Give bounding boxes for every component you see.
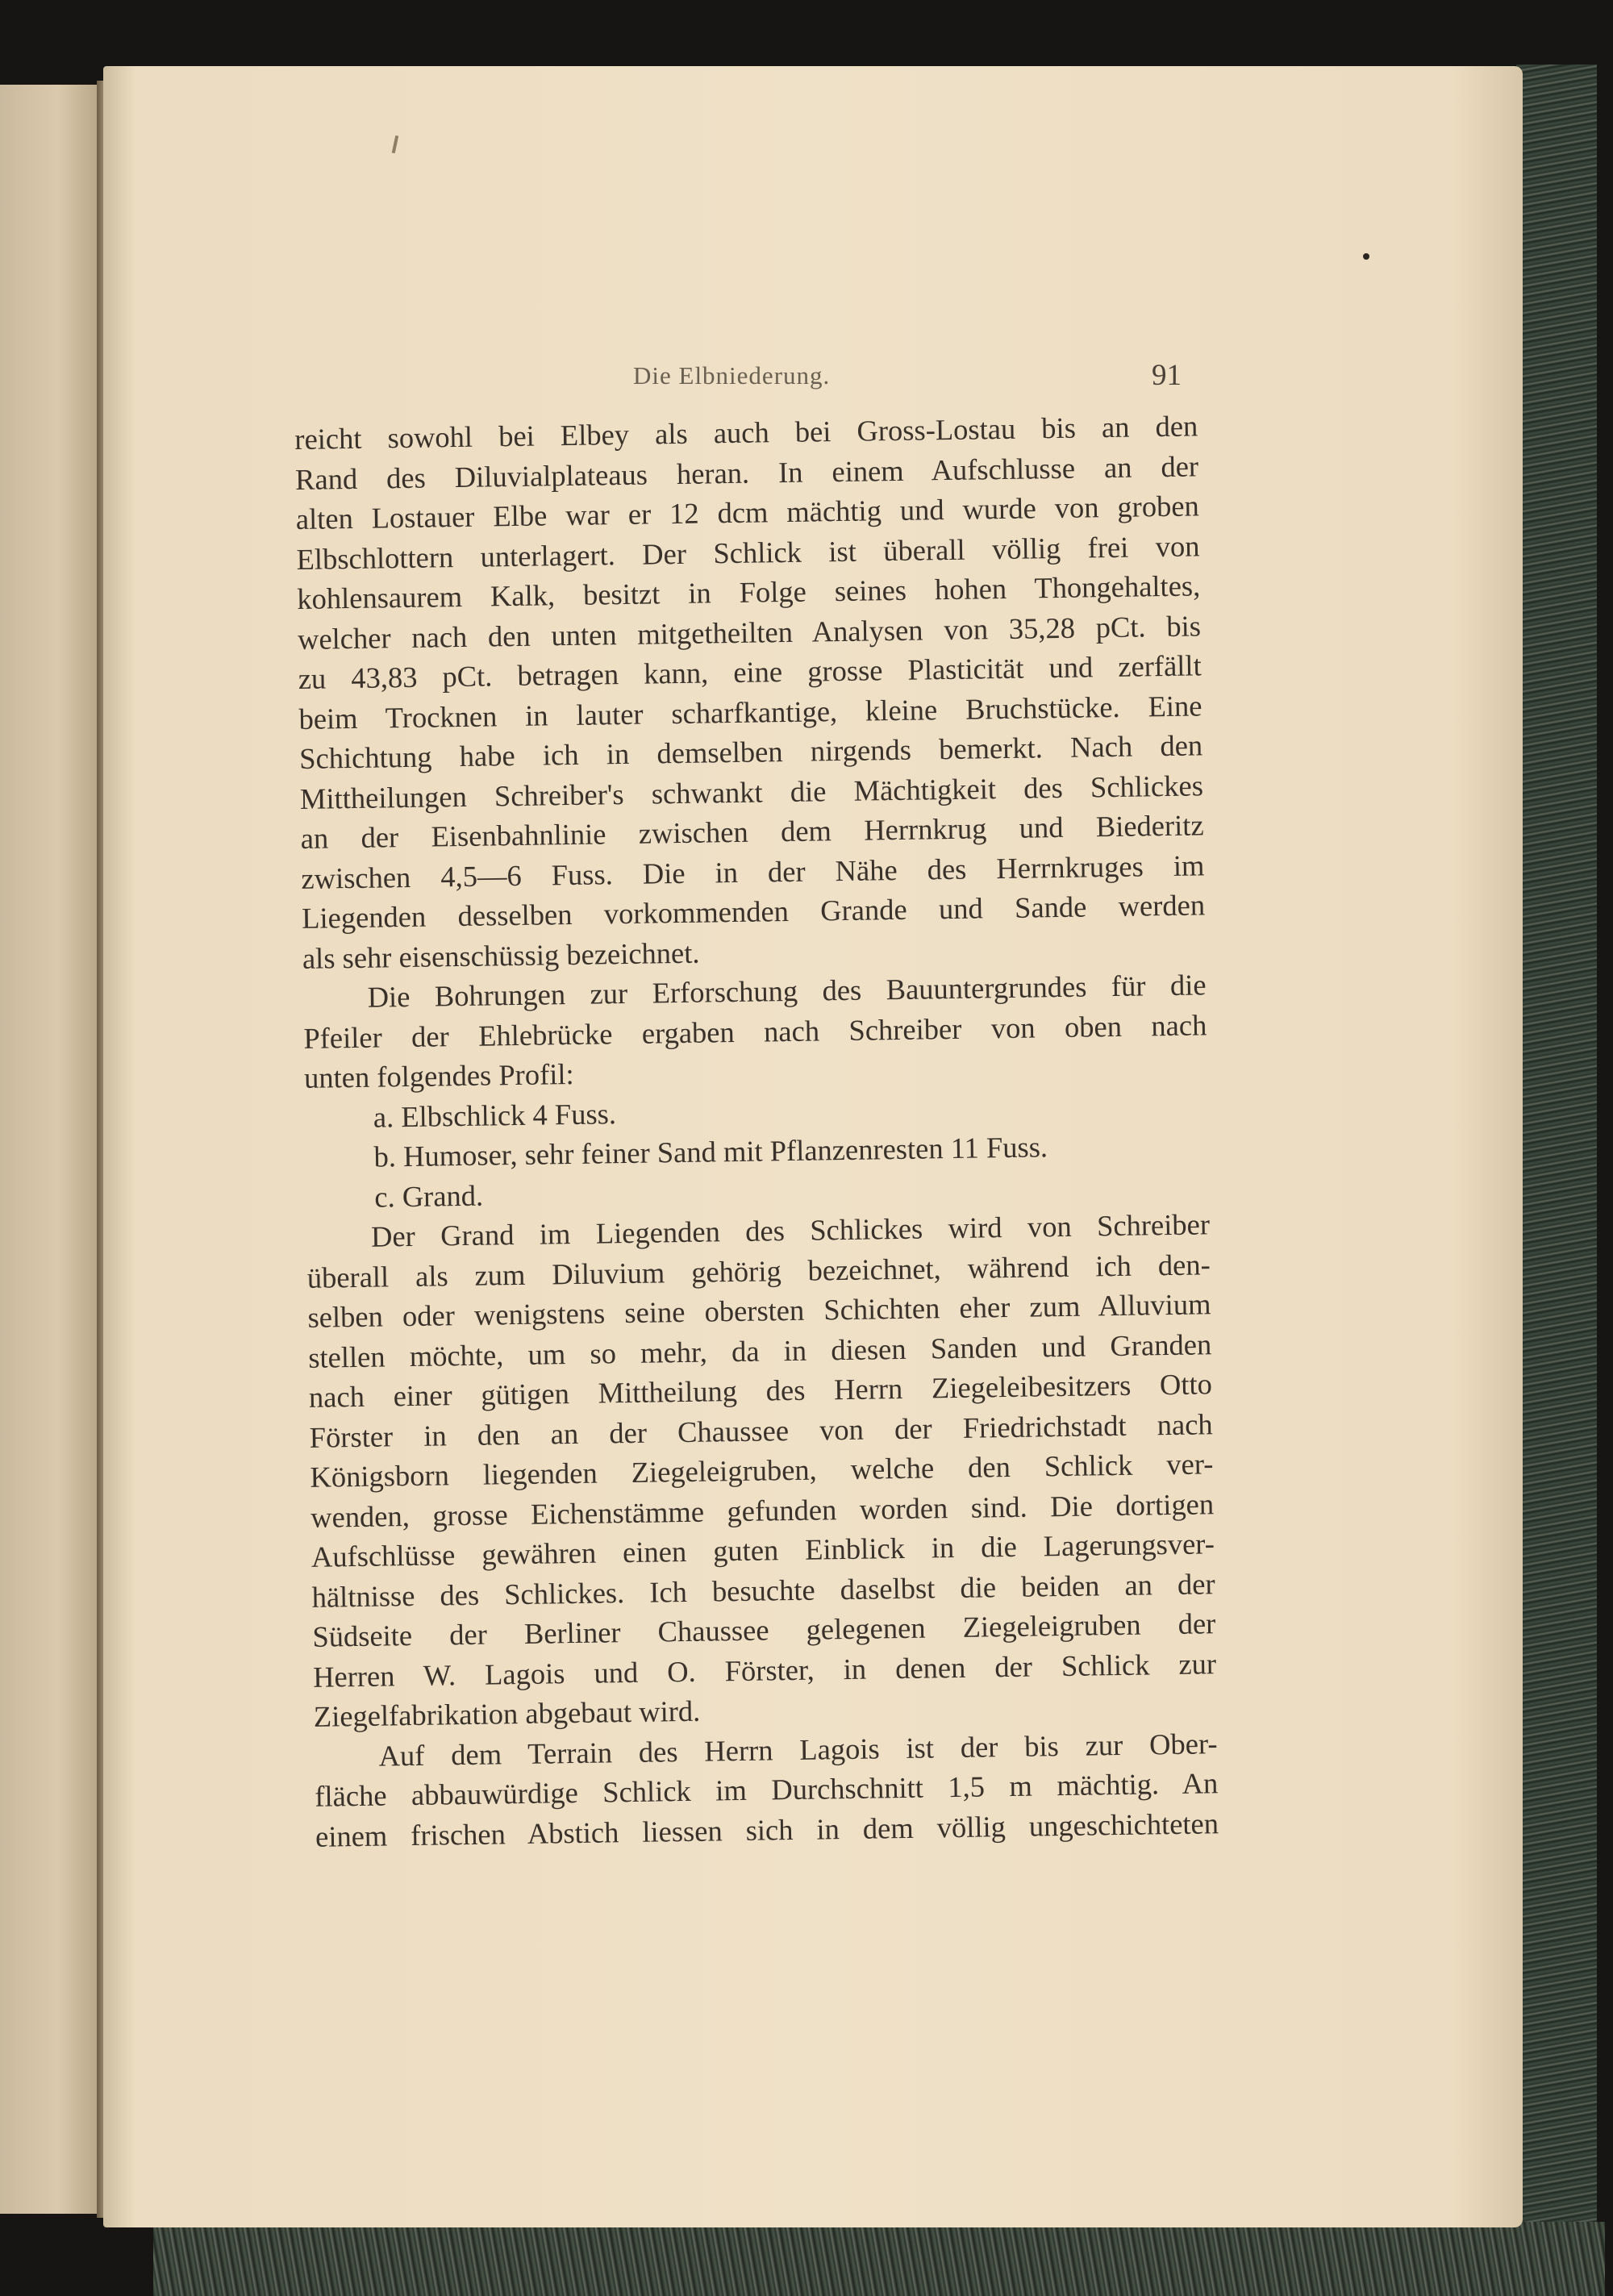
text-line: fläche abbauwürdige Schlick im Durchschnitt 1,5 m mächtig. An: [315, 1766, 1219, 1813]
text-line: Herren W. Lagois und O. Förster, in denen der Schlick zur: [312, 1646, 1217, 1694]
text-line: als sehr eisenschüssig bezeichnet.: [302, 935, 700, 975]
text-line: an der Eisenbahnlinie zwischen dem Herrnkrug und Biederitz: [300, 808, 1204, 855]
body-text: [294, 406, 1219, 1856]
text-line: Ziegelfabrikation abgebaut wird.: [313, 1694, 701, 1733]
text-line: Schichtung habe ich in demselben nirgends bemerkt. Nach den: [298, 728, 1203, 775]
text-line: Elbschlottern unterlagert. Der Schlick ist überall völlig frei von: [296, 528, 1200, 576]
profile-item: b. Humoser, sehr feiner Sand mit Pflanzenresten 11 Fuss.: [373, 1130, 1048, 1173]
text-line: kohlensaurem Kalk, besitzt in Folge seines hohen Thongehaltes,: [296, 569, 1201, 615]
text-line: Die Bohrungen zur Erforschung des Bauuntergrundes für die: [367, 968, 1207, 1014]
text-line: beim Trocknen in lauter scharfkantige, kleine Bruchstücke. Eine: [298, 688, 1202, 735]
text-line: zu 43,83 pCt. betragen kann, eine grosse Plasticität und zerfällt: [298, 648, 1202, 695]
text-line: Aufschlüsse gewähren einen guten Einblick in die Lagerungsver-: [311, 1527, 1215, 1573]
book-cover-edge: [1516, 65, 1597, 2290]
text-line: welcher nach den unten mitgetheilten Analysen von 35,28 pCt. bis: [297, 608, 1202, 656]
page-header: [294, 361, 1182, 402]
text-line: hältnisse des Schlickes. Ich besuchte daselbst die beiden an der: [311, 1566, 1215, 1614]
text-line: überall als zum Diluvium gehörig bezeichnet, während ich den-: [306, 1247, 1211, 1294]
text-line: Der Grand im Liegenden des Schlickes wird von Schreiber: [370, 1207, 1211, 1253]
text-line: stellen möchte, um so mehr, da in diesen Sanden und Granden: [307, 1327, 1212, 1374]
page-speck: [1363, 253, 1369, 260]
facing-page-edge: [0, 85, 97, 2214]
profile-item: c. Grand.: [374, 1178, 484, 1214]
running-title: Die Elbniederung.: [633, 361, 831, 390]
text-line: Auf dem Terrain des Herrn Lagois ist der bis zur Ober-: [378, 1726, 1218, 1773]
text-line: nach einer gütigen Mittheilung des Herrn Ziegeleibesitzers Otto: [308, 1367, 1213, 1414]
text-line: reicht sowohl bei Elbey als auch bei Gross-Lostau bis an den: [294, 409, 1198, 456]
profile-item: a. Elbschlick 4 Fuss.: [373, 1096, 617, 1134]
text-line: einem frischen Abstich liessen sich in dem völlig ungeschichteten: [315, 1806, 1219, 1853]
text-line: wenden, grosse Eichenstämme gefunden worden sind. Die dortigen: [310, 1486, 1215, 1534]
text-line: Förster in den an der Chaussee von der Friedrichstadt nach: [309, 1406, 1213, 1454]
text-line: alten Lostauer Elbe war er 12 dcm mächtig und wurde von groben: [295, 489, 1200, 535]
text-line: selben oder wenigstens seine obersten Schichten eher zum Alluvium: [307, 1287, 1211, 1334]
text-line: Pfeiler der Ehlebrücke ergaben nach Schreiber von oben nach: [303, 1007, 1207, 1055]
text-line: Rand des Diluvialplateaus heran. In einem Aufschlusse an der: [294, 448, 1199, 496]
text-line: Südseite der Berliner Chaussee gelegenen Ziegeleigruben der: [312, 1606, 1216, 1653]
text-line: Liegenden desselben vorkommenden Grande und Sande werden: [301, 888, 1206, 935]
book-cover-bottom: [153, 2222, 1605, 2296]
text-line: Königsborn liegenden Ziegeleigruben, welche den Schlick ver-: [310, 1447, 1214, 1494]
text-line: unten folgendes Profil:: [303, 1056, 574, 1094]
text-line: zwischen 4,5—6 Fuss. Die in der Nähe des Herrnkruges im: [301, 848, 1205, 895]
text-line: Mittheilungen Schreiber's schwankt die Mächtigkeit des Schlickes: [299, 768, 1204, 815]
page-number: 91: [1152, 359, 1182, 392]
